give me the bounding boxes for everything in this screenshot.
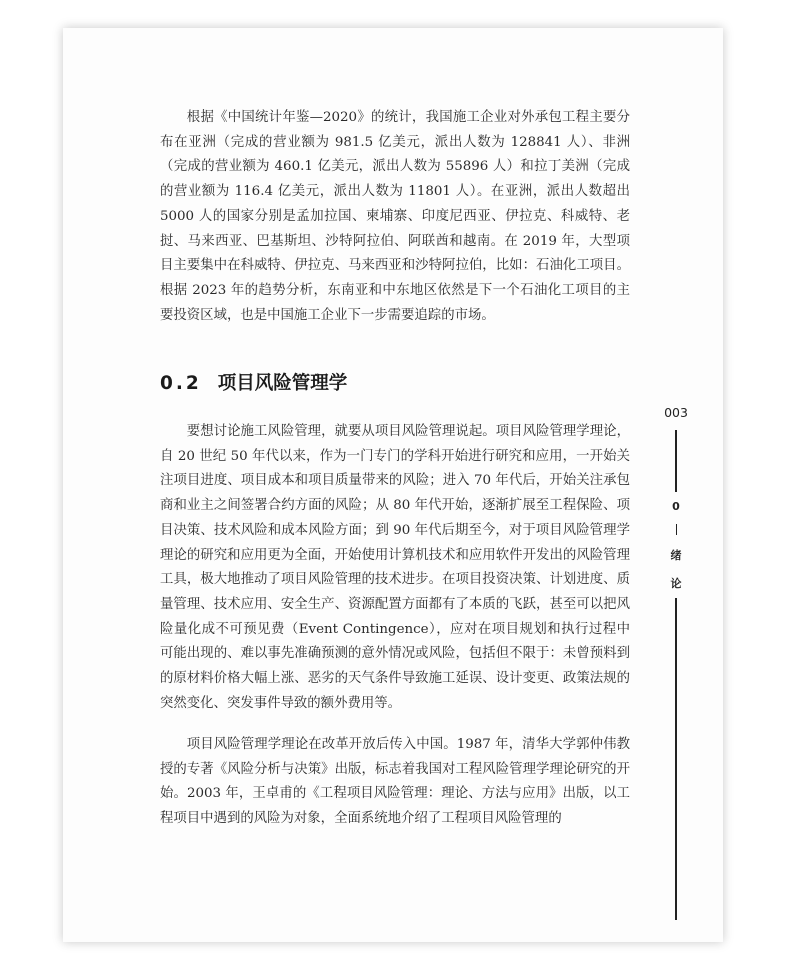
section-number: 0.2 (160, 373, 202, 394)
margin-rule-top (675, 430, 677, 492)
section-title: 项目风险管理学 (217, 373, 348, 394)
paragraph-1: 根据《中国统计年鉴—2020》的统计，我国施工企业对外承包工程主要分布在亚洲（完成的营业额为 981.5 亿美元，派出人数为 128841 人）、非洲（完成的营业额为 460.1 亿美元，派出人数为 55896 人）和拉丁美洲（完成的营业额为 116.4 亿美元，派出人数为 11801 人）。在亚洲，派出人数超出 5000 人的国家分别是孟加拉国、柬埔寨、印度尼西亚、伊拉克、科威特、老挝、马来西亚、巴基斯坦、沙特阿拉伯、阿联酋和越南。在 2019 年，大型项目主要集中在科威特、伊拉克、马来西亚和沙特阿拉伯，比如：石油化工项目。根据 2023 年的趋势分析，东南亚和中东地区依然是下一个石油化工项目的主要投资区域，也是中国施工企业下一步需要追踪的市场。 (160, 110, 630, 323)
chapter-number: 0 (672, 500, 680, 513)
margin-rule-bottom (675, 598, 677, 920)
paragraph-2: 要想讨论施工风险管理，就要从项目风险管理说起。项目风险管理学理论，自 20 世纪 50 年代以来，作为一门专门的学科开始进行研究和应用，一开始关注项目进度、项目成本和项目质量带来的风险；进入 70 年代后，开始关注承包商和业主之间签署合约方面的风险；从 80 年代开始，逐渐扩展至工程保险、项目决策、技术风险和成本风险方面；到 90 年代后期至今，对于项目风险管理学理论的研究和应用更为全面，开始使用计算机技术和应用软件开发出的风险管理工具，极大地推动了项目风险管理的技术进步。在项目投资决策、计划进度、质量管理、技术应用、安全生产、资源配置方面都有了本质的飞跃，甚至可以把风险量化成不可预见费（Event Contingence），应对在项目规划和执行过程中可能出现的、难以事先准确预测的意外情况或风险，包括但不限于：未曾预料到的原材料价格大幅上涨、恶劣的天气条件导致施工延误、设计变更、政策法规的突然变化、突发事件导致的额外费用等。 (160, 424, 630, 711)
chapter-char-2: 论 (670, 577, 682, 590)
section-heading (160, 369, 347, 395)
page-number: 003 (664, 405, 688, 420)
paragraph-3: 项目风险管理学理论在改革开放后传入中国。1987 年，清华大学郭仲伟教授的专著《风险分析与决策》出版，标志着我国对工程风险管理学理论研究的开始。2003 年，王卓甫的《工程项目风险管理：理论、方法与应用》出版，以工程项目中遇到的风险为对象，全面系统地介绍了工程项目风险管理的 (160, 737, 630, 827)
chapter-separator (676, 524, 677, 535)
chapter-tab (668, 500, 684, 605)
chapter-char-1: 绪 (670, 549, 682, 562)
